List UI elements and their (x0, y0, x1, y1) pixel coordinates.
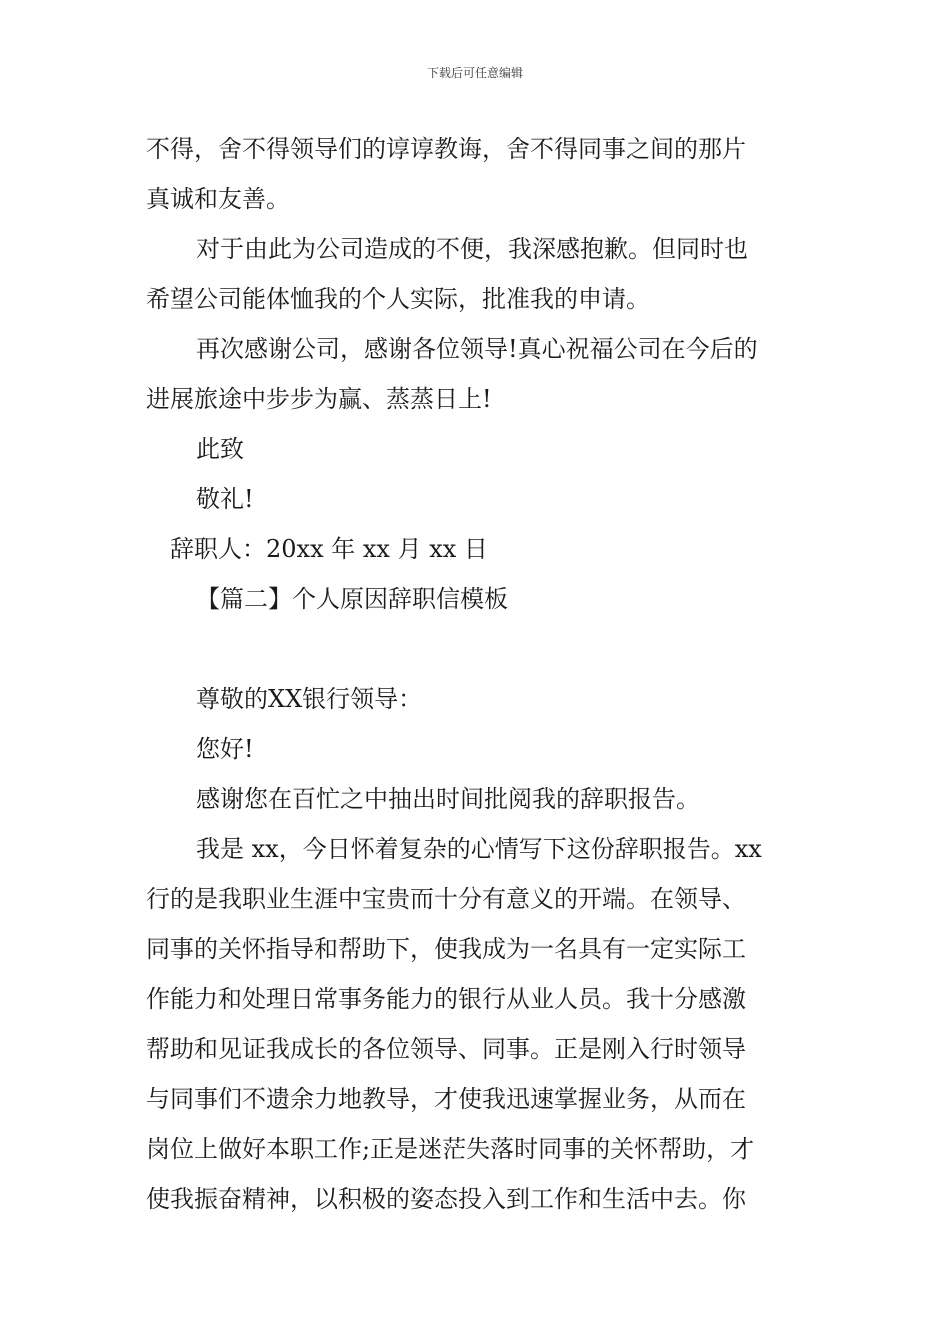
paragraph-line: 不得，舍不得领导们的谆谆教诲，舍不得同事之间的那片 (146, 135, 746, 163)
paragraph-line: 进展旅途中步步为赢、蒸蒸日上! (146, 385, 492, 413)
letter-greeting: 尊敬的XX银行领导： (196, 685, 423, 713)
paragraph-line: 再次感谢公司，感谢各位领导!真心祝福公司在今后的 (196, 335, 758, 363)
document-body (146, 124, 808, 1224)
section-heading: 【篇二】个人原因辞职信模板 (196, 585, 508, 613)
page-header-note: 下载后可任意编辑 (426, 66, 523, 80)
closing-regards: 敬礼! (196, 485, 254, 513)
paragraph-line: 我是 xx，今日怀着复杂的心情写下这份辞职报告。xx (196, 835, 762, 863)
paragraph-line: 与同事们不遗余力地教导，才使我迅速掌握业务，从而在 (146, 1085, 746, 1113)
paragraph-line: 作能力和处理日常事务能力的银行从业人员。我十分感激 (146, 985, 746, 1013)
paragraph-line: 行的是我职业生涯中宝贵而十分有意义的开端。在领导、 (146, 885, 746, 913)
closing-salutation: 此致 (196, 435, 244, 463)
letter-hello: 您好! (196, 735, 254, 763)
paragraph-line: 感谢您在百忙之中抽出时间批阅我的辞职报告。 (196, 785, 700, 813)
paragraph-line: 真诚和友善。 (146, 185, 290, 213)
paragraph-line: 使我振奋精神，以积极的姿态投入到工作和生活中去。你 (146, 1185, 746, 1213)
signature-line: 辞职人：20xx 年 xx 月 xx 日 (170, 535, 488, 563)
section-spacer (146, 624, 808, 674)
paragraph-line: 希望公司能体恤我的个人实际，批准我的申请。 (146, 285, 650, 313)
paragraph-line: 对于由此为公司造成的不便，我深感抱歉。但同时也 (196, 235, 748, 263)
paragraph-line: 同事的关怀指导和帮助下，使我成为一名具有一定实际工 (146, 935, 746, 963)
paragraph-line: 岗位上做好本职工作;正是迷茫失落时同事的关怀帮助，才 (146, 1135, 755, 1163)
paragraph-line: 帮助和见证我成长的各位领导、同事。正是刚入行时领导 (146, 1035, 746, 1063)
